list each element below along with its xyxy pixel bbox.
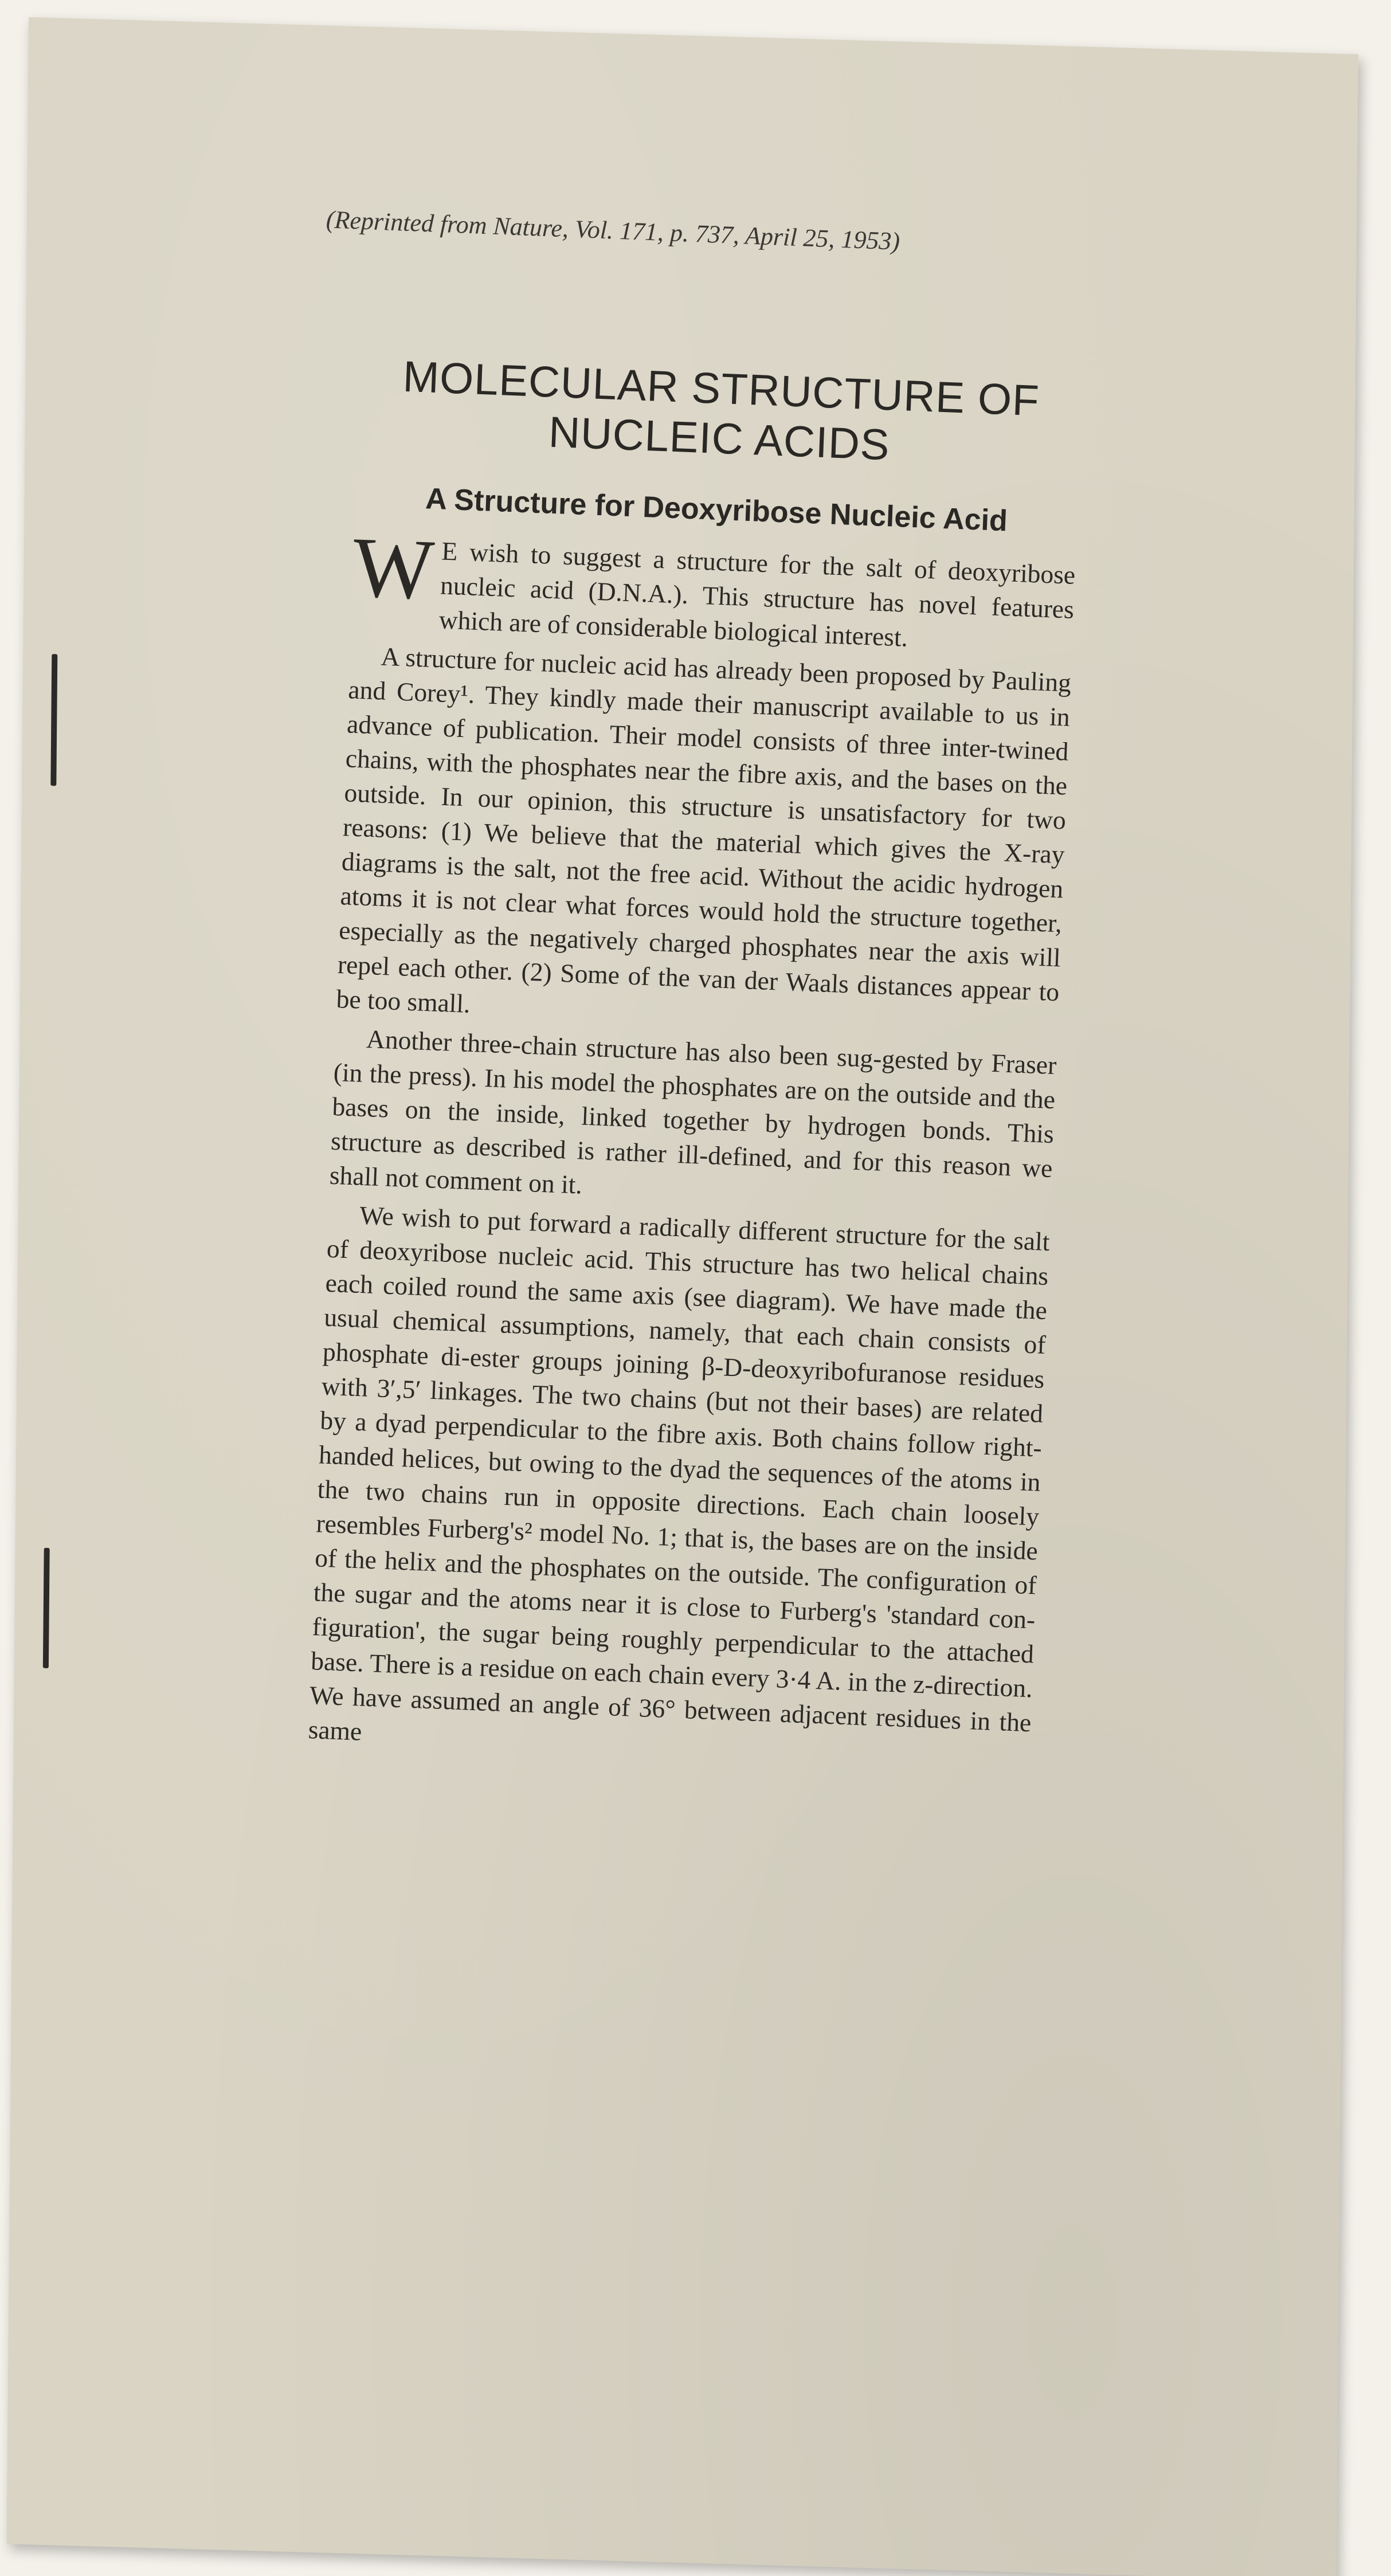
article-subtitle: A Structure for Deoxyribose Nucleic Acid [425, 482, 1008, 538]
paragraph-1-text: E wish to suggest a structure for the salt of deoxyribose nucleic acid (D.N.A.). This structure has novel features which are of considerable biological interest. [438, 536, 1076, 652]
title-line-1: MOLECULAR STRUCTURE OF [402, 352, 1041, 426]
reprint-citation: (Reprinted from Nature, Vol. 171, p. 737, April 25, 1953) [326, 205, 901, 256]
paragraph-2: A structure for nucleic acid has already been proposed by Pauling and Corey¹. They kindly made their manuscript available to us in advance of publication. Their model consists of three inter-twined chains, with the phosphates near the fibre axis, and the bases on the outside. In our opinion, this structure is unsatisfactory for two reasons: (1) We believe that the material which gives the X-ray diagrams is the salt, not the free acid. Without the acidic hydrogen atoms it is not clear what forces would hold the structure together, especially as the negatively charged phosphates near the axis will repel each other. (2) Some of the van der Waals distances appear to be too small. [335, 641, 1072, 1018]
title-line-2: NUCLEIC ACIDS [547, 407, 891, 470]
paragraph-1 [350, 519, 1076, 661]
article-body [307, 519, 1076, 1774]
article-title [358, 350, 1083, 478]
article-content [307, 206, 1088, 1779]
paragraph-3: Another three-chain structure has also been sug-gested by Fraser (in the press). In his model the phosphates are on the outside and the bases on the inside, linked together by hydrogen bonds. This structure as described is rather ill-defined, and for this reason we shall not comment on it. [329, 1024, 1057, 1199]
binding-staple-top [50, 654, 57, 786]
paragraph-4: We wish to put forward a radically different structure for the salt of deoxyribose nucleic acid. This structure has two helical chains each coiled round the same axis (see diagram). We have made the usual chemical assumptions, namely, that each chain consists of phosphate di-ester groups joining β-D-deoxyribofuranose residues with 3′,5′ linkages. The two chains (but not their bases) are related by a dyad perpendicular to the fibre axis. Both chains follow right-handed helices, but owing to the dyad the sequences of the atoms in the two chains run in opposite directions. Each chain loosely resembles Furberg's² model No. 1; that is, the bases are on the inside of the helix and the phosphates on the outside. The configuration of the sugar and the atoms near it is close to Furberg's 'standard con-figuration', the sugar being roughly perpendicular to the attached base. There is a residue on each chain every 3·4 A. in the z-direction. We have assumed an angle of 36° between adjacent residues in the same [307, 1200, 1051, 1746]
binding-staple-bottom [43, 1548, 50, 1668]
drop-cap: W [351, 519, 436, 618]
